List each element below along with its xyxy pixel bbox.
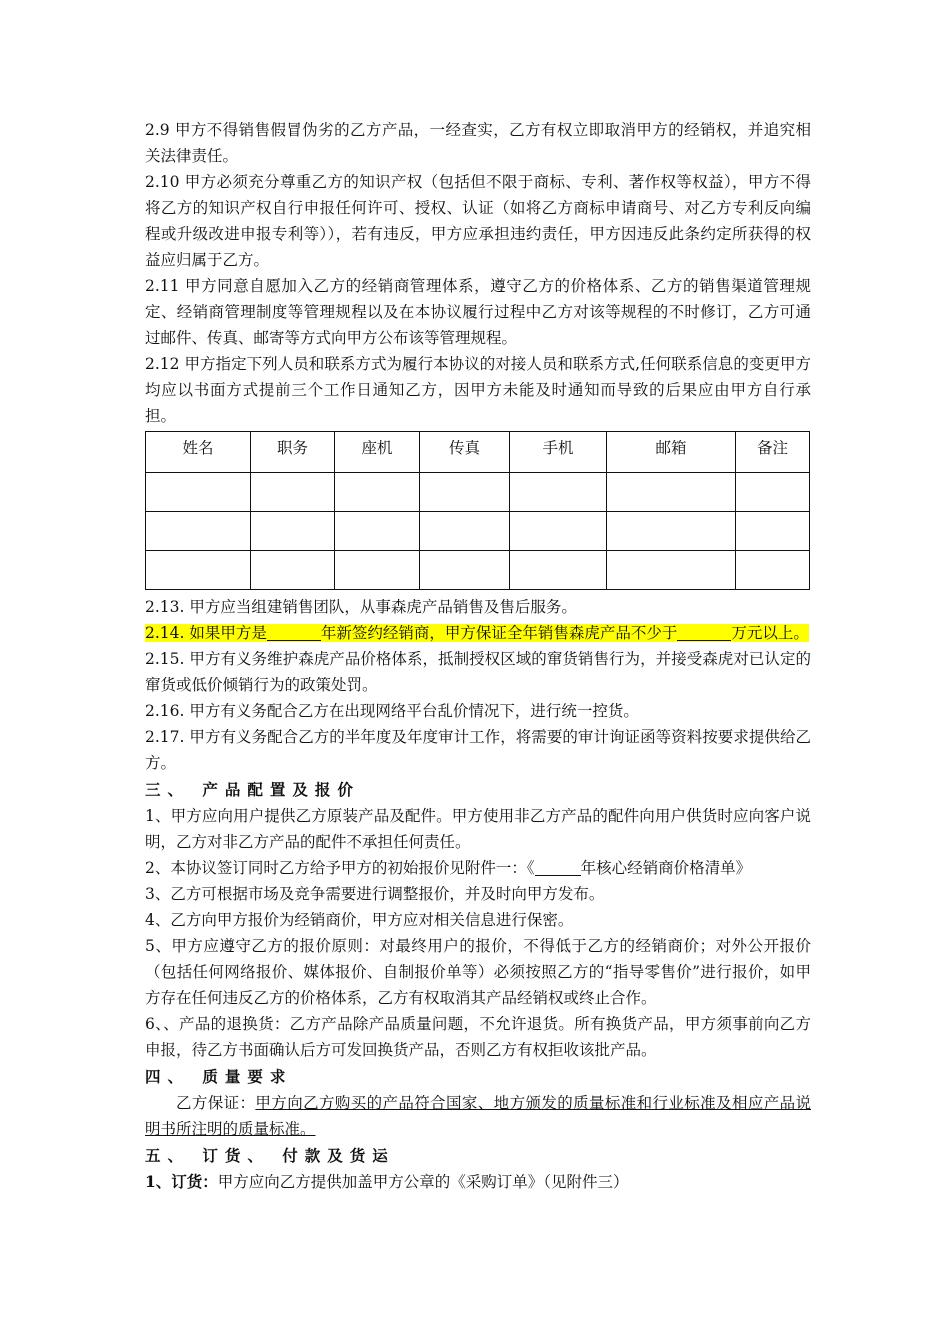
table-cell — [146, 512, 251, 551]
contact-table-header-row — [146, 432, 810, 473]
clause-2-12: 2.12 甲方指定下列人员和联系方式为履行本协议的对接人员和联系方式,任何联系信息的变更甲方均应以书面方式提前三个工作日通知乙方，因甲方未能及时通知而导致的后果应由甲方自行承担。 — [145, 355, 811, 425]
table-cell — [607, 512, 736, 551]
table-cell — [251, 512, 335, 551]
section-4-heading: 四、 质量要求 — [145, 1067, 293, 1086]
table-cell — [335, 473, 420, 512]
clause-2-16: 2.16. 甲方有义务配合乙方在出现网络平台乱价情况下，进行统一控货。 — [145, 702, 639, 720]
table-cell — [736, 473, 810, 512]
table-cell — [251, 551, 335, 590]
section-3-item-2 — [145, 855, 811, 881]
table-row — [146, 551, 810, 590]
table-cell — [420, 473, 510, 512]
section-5-heading: 五、 订货、 付款及货运 — [145, 1146, 395, 1165]
table-cell — [420, 551, 510, 590]
quality-guarantee — [145, 1090, 811, 1142]
amount-blank[interactable] — [677, 622, 731, 641]
guarantee-text: 甲方向乙方购买的产品符合国家、地方颁发的质量标准和行业标准及相应产品说明书所注明的质量标准。 — [145, 1094, 811, 1138]
section-3-item-6: 6、、产品的退换货：乙方产品除产品质量问题，不允许退货。所有换货产品，甲方须事前向乙方申报，待乙方书面确认后方可发回换货产品，否则乙方有权拒收该批产品。 — [145, 1015, 811, 1059]
header-remarks: 备注 — [736, 432, 810, 473]
header-fax: 传真 — [420, 432, 510, 473]
section-3-item-3: 3、乙方可根据市场及竞争需要进行调整报价，并及时向甲方发布。 — [145, 885, 605, 903]
ordering-label: 1、订货： — [145, 1172, 218, 1191]
guarantee-label: 乙方保证： — [176, 1094, 256, 1112]
table-cell — [251, 473, 335, 512]
table-cell — [736, 512, 810, 551]
section-3-item-5: 5、甲方应遵守乙方的报价原则：对最终用户的报价，不得低于乙方的经销商价；对外公开报价（包括任何网络报价、媒体报价、自制报价单等）必须按照乙方的“指导零售价”进行报价，如甲方存在任何违反乙方的价格体系，乙方有权取消其产品经销权或终止合作。 — [145, 937, 811, 1007]
table-cell — [146, 473, 251, 512]
section-3-item-2-post: 年核心经销商价格清单》 — [580, 859, 752, 877]
table-cell — [420, 512, 510, 551]
price-list-year-blank[interactable] — [535, 857, 581, 876]
clause-2-13: 2.13. 甲方应当组建销售团队，从事森虎产品销售及售后服务。 — [145, 598, 577, 616]
header-name: 姓名 — [146, 432, 251, 473]
table-cell — [335, 512, 420, 551]
table-row — [146, 512, 810, 551]
table-cell — [607, 473, 736, 512]
clause-2-10: 2.10 甲方必须充分尊重乙方的知识产权（包括但不限于商标、专利、著作权等权益），甲方不得 将乙方的知识产权自行申报任何许可、授权、认证（如将乙方商标申请商号、对乙方专利反向编程或升级改进申报专利等）），若有违反，甲方应承担违约责任，甲方因违反此条约定所获得的权益应归属于乙方。 — [145, 173, 811, 269]
section-5-item-1 — [145, 1169, 811, 1195]
table-cell — [146, 551, 251, 590]
section-3-item-1: 1、甲方应向用户提供乙方原装产品及配件。甲方使用非乙方产品的配件向用户供货时应向客户说明，乙方对非乙方产品的配件不承担任何责任。 — [145, 807, 811, 851]
clause-2-14-part1: 2.14. 如果甲方是 — [145, 624, 267, 642]
table-cell — [607, 551, 736, 590]
table-cell — [510, 473, 607, 512]
contact-table — [145, 431, 810, 590]
header-mobile: 手机 — [510, 432, 607, 473]
header-landline: 座机 — [335, 432, 420, 473]
section-3-item-2-pre: 2、本协议签订同时乙方给予甲方的初始报价见附件一：《 — [145, 859, 535, 877]
clause-2-14-part2: 年新签约经销商，甲方保证全年销售森虎产品不少于 — [320, 624, 678, 642]
contract-body — [145, 117, 811, 1195]
section-3-item-4: 4、乙方向甲方报价为经销商价，甲方应对相关信息进行保密。 — [145, 911, 574, 929]
table-cell — [510, 551, 607, 590]
clause-2-17: 2.17. 甲方有义务配合乙方的半年度及年度审计工作，将需要的审计询证函等资料按要求提供给乙方。 — [145, 728, 811, 772]
clause-2-15: 2.15. 甲方有义务维护森虎产品价格体系，抵制授权区域的窜货销售行为，并接受森虎对已认定的窜货或低价倾销行为的政策处罚。 — [145, 650, 811, 694]
table-cell — [736, 551, 810, 590]
header-email: 邮箱 — [607, 432, 736, 473]
clause-2-14 — [145, 620, 811, 646]
header-position: 职务 — [251, 432, 335, 473]
section-3-heading: 三、 产品配置及报价 — [145, 780, 360, 799]
table-row — [146, 473, 810, 512]
clause-2-11: 2.11 甲方同意自愿加入乙方的经销商管理体系，遵守乙方的价格体系、乙方的销售渠道管理规定、经销商管理制度等管理规程以及在本协议履行过程中乙方对该等规程的不时修订，乙方可通过邮件、传真、邮寄等方式向甲方公布该等管理规程。 — [145, 277, 811, 347]
table-cell — [335, 551, 420, 590]
ordering-text: 甲方应向乙方提供加盖甲方公章的《采购订单》（见附件三） — [217, 1173, 629, 1191]
table-cell — [510, 512, 607, 551]
clause-2-9: 2.9 甲方不得销售假冒伪劣的乙方产品，一经查实，乙方有权立即取消甲方的经销权，并追究相 关法律责任。 — [145, 121, 811, 165]
clause-2-14-part3: 万元以上。 — [731, 624, 809, 642]
year-blank[interactable] — [267, 622, 321, 641]
